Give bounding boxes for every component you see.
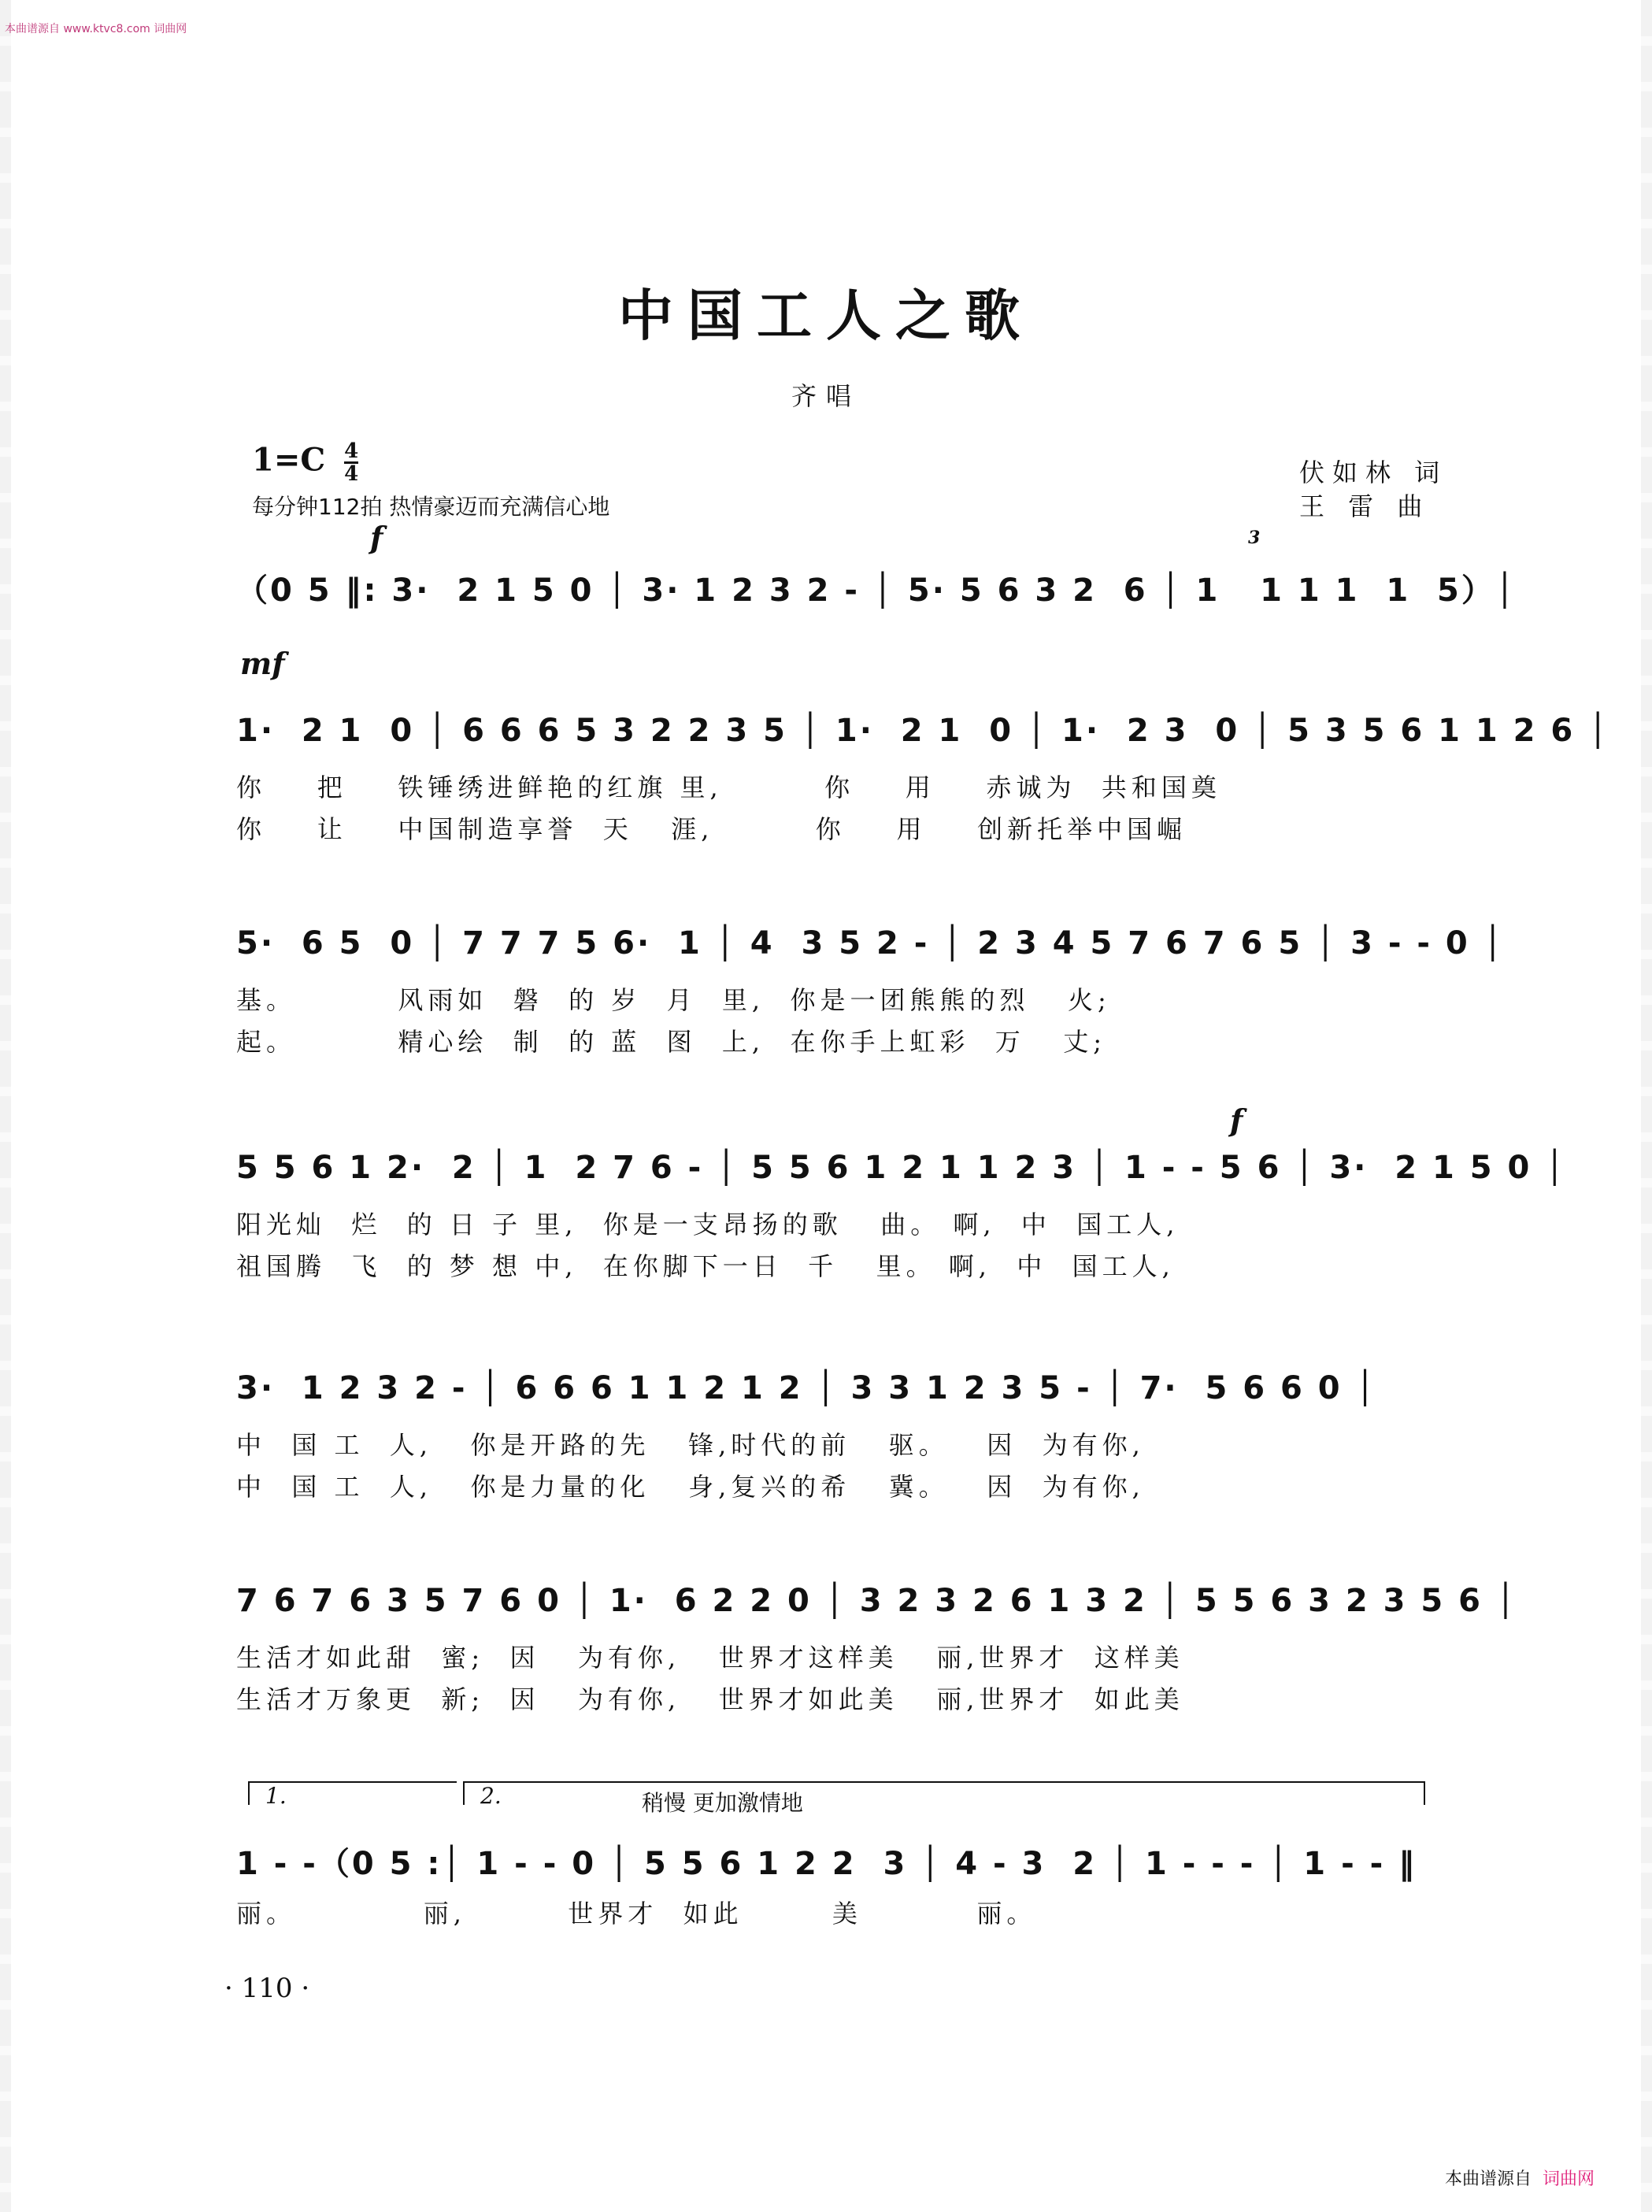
time-signature [344,441,358,484]
dynamic-mezzo-forte: mf [240,646,285,681]
meter-bottom: 4 [344,462,359,486]
footer-brand[interactable]: 词曲网 [1543,2169,1595,2189]
key-label: 1=C [252,441,326,479]
tempo-marking: 每分钟112拍 热情豪迈而充满信心地 [252,494,610,520]
composer-credit: 王 雷 曲 [1299,491,1431,521]
volta-bracket-2 [463,1781,1425,1809]
lyric-verse-2: 中 国 工 人, 你是力量的化 身,复兴的希 冀。 因 为有你, [236,1472,1145,1502]
notes-line: 3· 1 2 3 2 - │ 6 6 6 1 1 2 1 2 │ 3 3 1 2 3 5 - │ 7· 5 6 6 0 │ [236,1370,1377,1406]
volta-2-label: 2. [480,1783,502,1809]
lyricist-credit: 伏如林 词 [1299,458,1448,487]
footer-source [1445,2166,1595,2190]
page-number: · 110 · [224,1973,310,2004]
triplet-mark: 3 [1248,528,1261,548]
key-signature [252,441,358,484]
score-system-1 [236,520,1517,614]
notes-line: 7 6 7 6 3 5 7 6 0 │ 1· 6 2 2 0 │ 3 2 3 2 6 1 3 2 │ 5 5 6 3 2 3 5 6 │ [236,1583,1517,1619]
lyric-verse-1: 生活才如此甜 蜜; 因 为有你, 世界才这样美 丽,世界才 这样美 [236,1643,1184,1673]
score-system-4 [236,1102,1567,1291]
notes-line: 1 - -（0 5 :│ 1 - - 0 │ 5 5 6 1 2 2 3 │ 4 - 3 2 │ 1 - - - │ 1 - - ‖ [236,1846,1417,1882]
lyric-verse-1: 中 国 工 人, 你是开路的先 锋,时代的前 驱。 因 为有你, [236,1430,1145,1460]
lyric-verse-2: 起。 精心绘 制 的 蓝 图 上, 在你手上虹彩 万 丈; [236,1027,1107,1057]
dynamic-forte: f [370,520,383,555]
volta-1-label: 1. [265,1783,287,1809]
score-system-7 [236,1819,1433,1937]
footer-text: 本曲谱源自 [1445,2169,1532,2189]
dynamic-forte: f [1230,1102,1243,1138]
expression-marking: 稍慢 更加激情地 [642,1790,803,1816]
score-system-3 [236,906,1505,1063]
lyric-verse-1: 基。 风雨如 磐 的 岁 月 里, 你是一团熊熊的烈 火; [236,985,1111,1015]
score-system-5 [236,1351,1433,1508]
lyric-verse-2: 你 让 中国制造享誉 天 涯, 你 用 创新托举中国崛 [236,814,1187,844]
lyric-verse-2: 生活才万象更 新; 因 为有你, 世界才如此美 丽,世界才 如此美 [236,1684,1184,1714]
notes-line: 5· 6 5 0 │ 7 7 7 5 6· 1 │ 4 3 5 2 - │ 2 3 4 5 7 6 7 6 5 │ 3 - - 0 │ [236,925,1505,961]
lyric-verse-1: 丽。 丽, 世界才 如此 美 丽。 [236,1899,1037,1929]
header-watermark: 本曲谱源自 www.ktvc8.com 词曲网 [5,23,187,35]
volta-bracket-1 [248,1781,457,1809]
notes-line: 1· 2 1 0 │ 6 6 6 5 3 2 2 3 5 │ 1· 2 1 0 │ 1· 2 3 0 │ 5 3 5 6 1 1 2 6 │ [236,713,1610,749]
lyric-verse-1: 阳光灿 烂 的 日 子 里, 你是一支昂扬的歌 曲。 啊, 中 国工人, [236,1210,1180,1239]
song-subtitle: 齐唱 [791,381,861,411]
lyric-verse-2: 祖国腾 飞 的 梦 想 中, 在你脚下一日 千 里。 啊, 中 国工人, [236,1251,1175,1281]
lyric-verse-1: 你 把 铁锤绣进鲜艳的红旗 里, 你 用 赤诚为 共和国奠 [236,773,1221,802]
notes-line: （0 5 ‖: 3· 2 1 5 0 │ 3· 1 2 3 2 - │ 5· 5 6 3 2 6 │ 1 1 1 1 1 5）│ [236,572,1517,609]
meter-top: 4 [344,439,359,463]
score-system-2 [236,646,1610,844]
song-title: 中国工人之歌 [618,283,1034,348]
score-system-6 [236,1563,1517,1721]
notes-line: 5 5 6 1 2· 2 │ 1 2 7 6 - │ 5 5 6 1 2 1 1 2 3 │ 1 - - 5 6 │ 3· 2 1 5 0 │ [236,1150,1567,1186]
